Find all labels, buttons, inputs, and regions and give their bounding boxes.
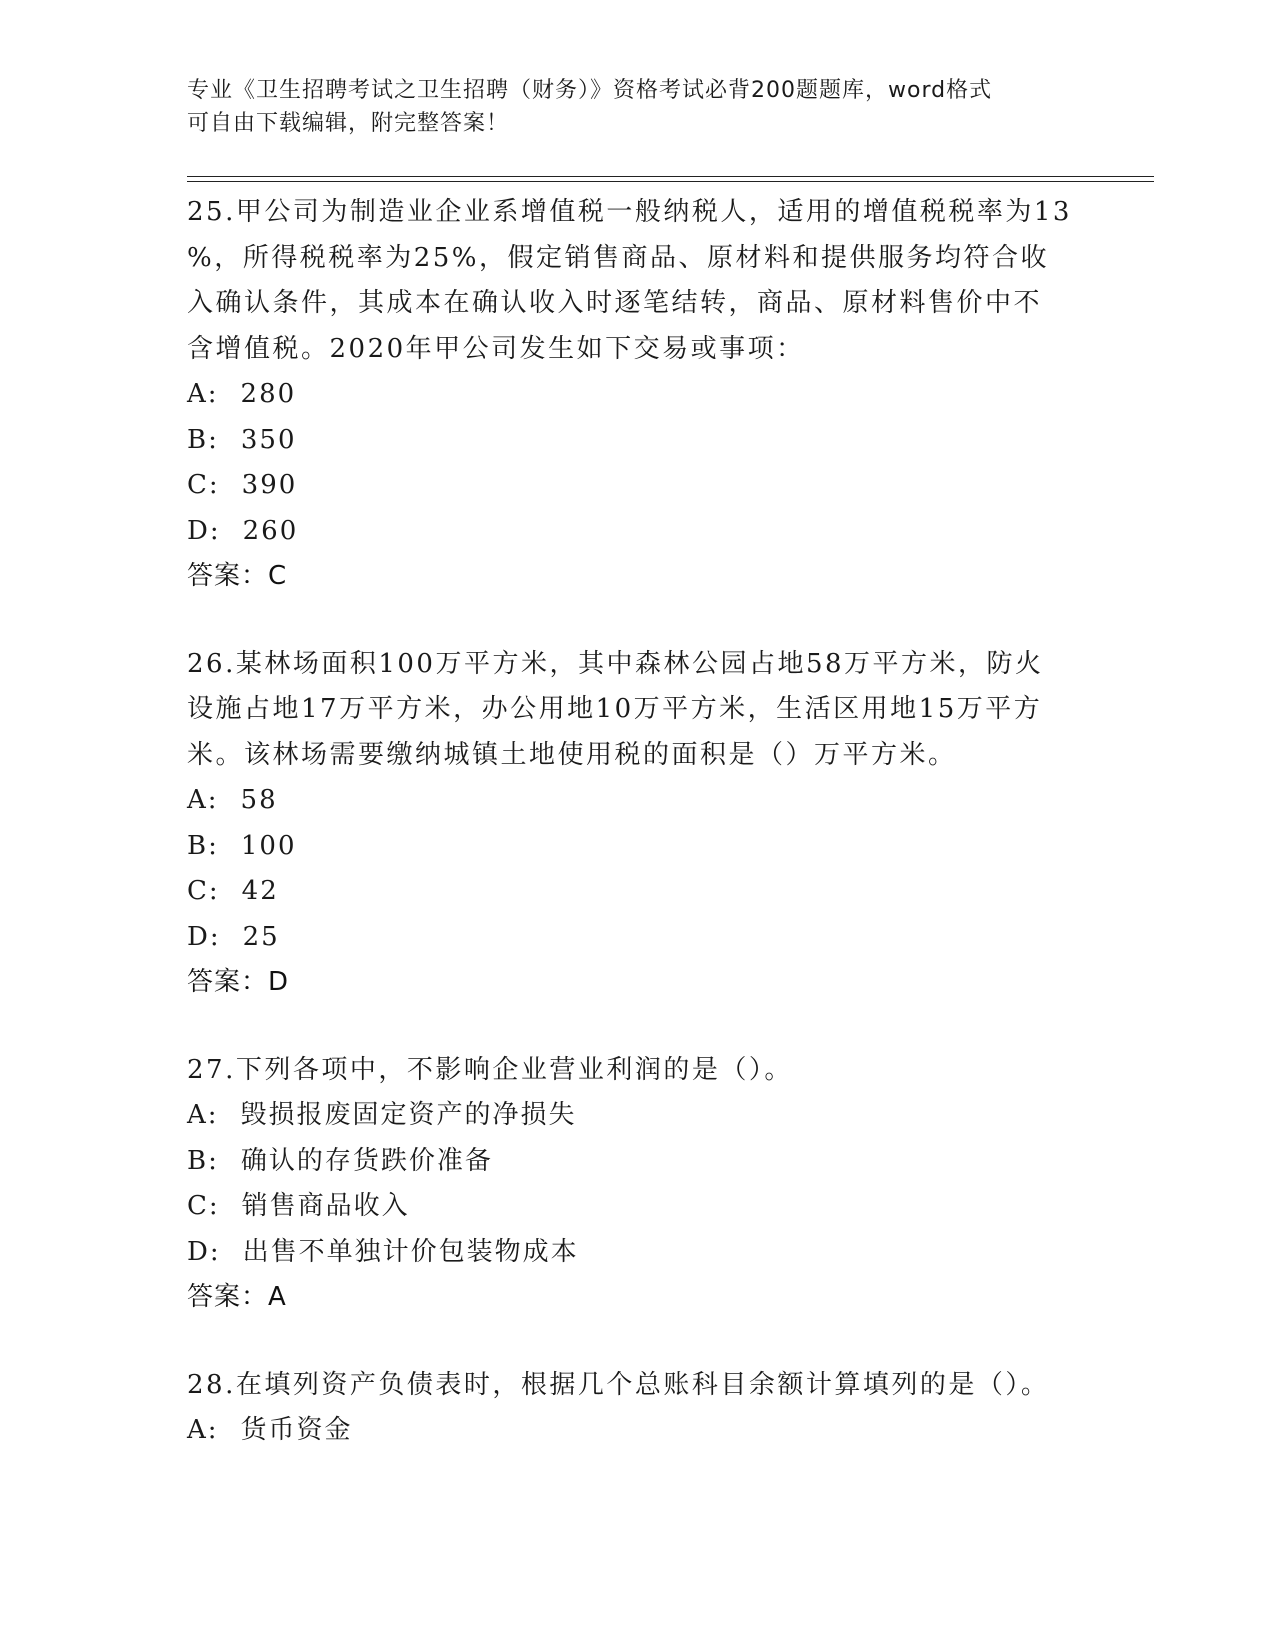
option-text: 350 <box>240 424 297 455</box>
option-text: 42 <box>241 876 279 906</box>
document-header <box>187 74 1067 140</box>
option-text: 100 <box>240 830 297 861</box>
header-line-1: 专业《卫生招聘考试之卫生招聘（财务）》资格考试必背200题题库，word格式 <box>187 78 993 103</box>
question-block <box>187 642 1087 1006</box>
question-text-line: 26.某林场面积100万平方米，其中森林公园占地58万平方米，防火 <box>187 648 1044 679</box>
option-text: 58 <box>240 785 278 815</box>
option-letter: C: <box>187 470 220 500</box>
option-text: 390 <box>241 470 298 500</box>
answer-key: 答案：C <box>187 561 288 591</box>
option-letter: A: <box>187 379 219 409</box>
option-text: 货币资金 <box>240 1415 353 1445</box>
option-letter: A: <box>187 785 219 815</box>
header-line-2: 可自由下载编辑，附完整答案！ <box>187 111 510 136</box>
answer-key: 答案：A <box>187 1282 287 1312</box>
question-list <box>187 190 1087 1496</box>
answer-option <box>187 778 1087 824</box>
question-text-line: 25.甲公司为制造业企业系增值税一般纳税人，适用的增值税税率为13 <box>187 197 1072 227</box>
answer-option <box>187 1184 1087 1230</box>
option-text: 280 <box>240 379 297 409</box>
option-text: 确认的存货跌价准备 <box>240 1145 493 1176</box>
option-letter: C: <box>187 876 220 906</box>
option-letter: C: <box>187 1191 220 1221</box>
question-text-line: 入确认条件，其成本在确认收入时逐笔结转，商品、原材料售价中不 <box>187 288 1043 318</box>
option-text: 销售商品收入 <box>241 1191 410 1221</box>
option-letter: B: <box>187 1145 219 1176</box>
answer-option <box>187 915 1087 961</box>
header-divider-top <box>187 176 1154 177</box>
option-letter: D: <box>187 1236 221 1267</box>
option-letter: D: <box>187 921 221 952</box>
answer-option <box>187 463 1087 509</box>
question-text-line: 28.在填列资产负债表时，根据几个总账科目余额计算填列的是（）。 <box>187 1369 1050 1400</box>
option-text: 出售不单独计价包装物成本 <box>242 1236 579 1267</box>
question-block <box>187 1363 1087 1454</box>
option-text: 25 <box>242 921 280 952</box>
answer-option <box>187 869 1087 915</box>
answer-option <box>187 418 1087 464</box>
option-letter: D: <box>187 515 221 546</box>
option-text: 毁损报废固定资产的净损失 <box>240 1100 577 1130</box>
question-text-line: 含增值税。2020年甲公司发生如下交易或事项： <box>187 333 805 364</box>
answer-option <box>187 1230 1087 1276</box>
answer-option <box>187 824 1087 870</box>
answer-key: 答案：D <box>187 967 290 997</box>
question-text-line: 米。该林场需要缴纳城镇土地使用税的面积是（）万平方米。 <box>187 739 957 770</box>
option-letter: A: <box>187 1415 219 1445</box>
option-letter: B: <box>187 424 219 455</box>
question-text-line: %，所得税税率为25%，假定销售商品、原材料和提供服务均符合收 <box>187 242 1049 273</box>
option-letter: B: <box>187 830 219 861</box>
answer-option <box>187 1093 1087 1139</box>
option-text: 260 <box>242 515 299 546</box>
question-text-line: 27.下列各项中，不影响企业营业利润的是（）。 <box>187 1054 793 1085</box>
answer-option <box>187 509 1087 555</box>
question-text-line: 设施占地17万平方米，办公用地10万平方米，生活区用地15万平方 <box>187 694 1043 724</box>
header-divider-bottom <box>187 181 1154 182</box>
answer-option <box>187 372 1087 418</box>
answer-option <box>187 1408 1087 1454</box>
question-block <box>187 190 1087 600</box>
option-letter: A: <box>187 1100 219 1130</box>
answer-option <box>187 1139 1087 1185</box>
question-block <box>187 1048 1087 1321</box>
